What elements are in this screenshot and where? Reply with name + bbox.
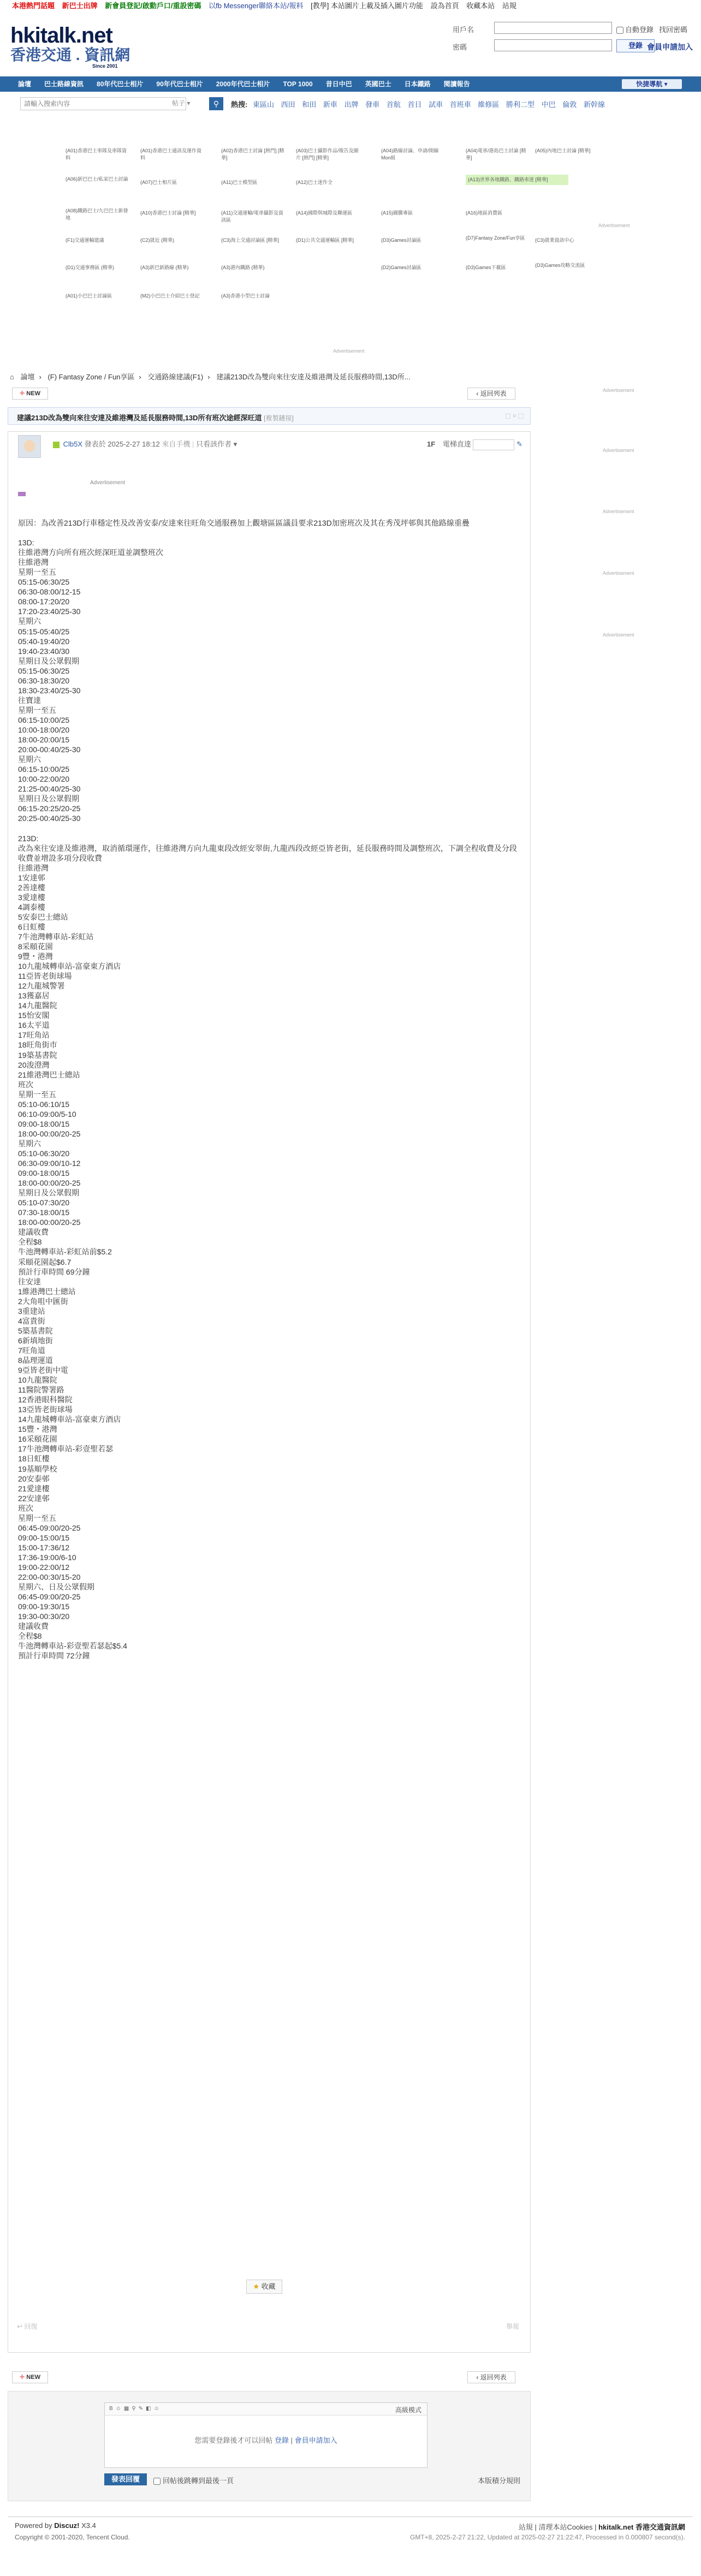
- new-post-label: NEW: [26, 390, 40, 397]
- quick-link[interactable]: (C2)就近 (精華): [140, 237, 174, 243]
- hot-item[interactable]: 新車: [323, 100, 337, 109]
- quick-link[interactable]: (A05)內地巴士討論 [精華]: [535, 148, 591, 153]
- back-to-list-label: 返回列表: [480, 390, 507, 397]
- ad-label: Advertisement: [603, 509, 634, 514]
- topbar-link-messenger[interactable]: 以fb Messenger聯絡本站/報料: [209, 2, 304, 10]
- quick-link[interactable]: (A3)新巴新路線 (精華): [140, 265, 189, 270]
- quick-link[interactable]: (A08)鐵路巴士/九巴巴士新發地: [66, 208, 128, 221]
- quick-link[interactable]: (A01)小巴巴士討論區: [66, 293, 112, 299]
- ad-label: Advertisement: [598, 223, 630, 228]
- quick-link[interactable]: (C3)海上交通討論區 [精華]: [221, 237, 280, 243]
- post-meta: Clb5X 發表於 2025-2-27 18:12 來自手機 | 只看該作者 ▾: [53, 438, 237, 449]
- login-required-text: 您需要登錄後才可以回帖: [194, 2436, 273, 2444]
- thread-top-actions: [0, 385, 701, 401]
- reply-icon: ↩: [17, 2323, 23, 2330]
- topbar-link-homepage[interactable]: 設為首頁: [430, 2, 459, 10]
- hot-item[interactable]: 試車: [429, 100, 443, 109]
- ad-label: Advertisement: [90, 480, 125, 486]
- thread-title-bar: [8, 407, 531, 425]
- nav-80s-photos[interactable]: 80年代巴士相片: [97, 80, 144, 88]
- favorite-label: 收藏: [261, 2282, 276, 2291]
- reply-login-link[interactable]: 登錄: [274, 2436, 289, 2444]
- editor-toolbar-icons[interactable]: B☺▦⚲✎◧☺: [109, 2406, 162, 2412]
- arrow-left-icon: ‹: [476, 390, 479, 397]
- only-author-link[interactable]: 只看該作者: [195, 440, 231, 448]
- new-post-label: NEW: [26, 2374, 40, 2381]
- auto-login-checkbox[interactable]: [616, 24, 654, 34]
- hot-item[interactable]: 維修區: [478, 100, 500, 109]
- ad-label: Advertisement: [333, 348, 365, 354]
- copy-link[interactable]: [複製鏈接]: [264, 414, 294, 422]
- online-status-icon: [53, 442, 60, 448]
- quick-link[interactable]: (A3)香港小型巴士討論: [221, 293, 270, 299]
- nav-old-cmb[interactable]: 昔日中巴: [325, 80, 352, 88]
- author-name[interactable]: Clb5X: [63, 440, 83, 448]
- pencil-icon[interactable]: ✎: [516, 440, 522, 448]
- quick-link[interactable]: (A01)香港巴士通訊及運作資料: [140, 148, 202, 160]
- footer-site-link[interactable]: hkitalk.net 香港交通資訊網: [598, 2523, 685, 2531]
- ad-label: Advertisement: [603, 570, 634, 576]
- nav-uk-bus[interactable]: 英國巴士: [365, 80, 391, 88]
- post-tag-icon: [18, 492, 26, 496]
- hot-item[interactable]: 和田: [302, 100, 317, 109]
- hot-item[interactable]: 首班車: [449, 100, 471, 109]
- hot-item[interactable]: 首航: [386, 100, 401, 109]
- hot-searches: [231, 99, 610, 109]
- copyright: Copyright © 2001-2020, Tencent Cloud.: [15, 2533, 130, 2541]
- post-device: 來自手機: [162, 440, 191, 448]
- reply-label: 回復: [24, 2323, 38, 2330]
- quick-link[interactable]: (D3)Games下載區: [466, 265, 506, 270]
- quick-link[interactable]: (D1)交通事務區 (精華): [66, 265, 114, 270]
- discuz-link[interactable]: Discuz!: [54, 2521, 80, 2530]
- chevron-down-icon: ▾: [664, 80, 668, 88]
- hot-item[interactable]: 東區山: [252, 100, 274, 109]
- chevron-down-icon: ▾: [233, 440, 237, 448]
- password-label: 密碼: [453, 43, 467, 51]
- server-info: GMT+8, 2025-2-27 21:22, Updated at 2025-02-27 21:22:47, Processed in 0.000807 second(s).: [410, 2533, 685, 2541]
- topbar-link-tutorial[interactable]: [教學] 本站圖片上載及插入圖片功能: [311, 2, 423, 10]
- quick-link[interactable]: (A07)巴士相片區: [140, 180, 177, 185]
- quick-nav-label: 快捷導航: [636, 80, 663, 88]
- site-logo[interactable]: [10, 24, 141, 70]
- jump-label: 電梯直達: [442, 440, 471, 448]
- quick-link[interactable]: (D3)Games討論區: [381, 237, 421, 243]
- reply-editor[interactable]: [104, 2402, 427, 2468]
- quick-link[interactable]: (A15)圖騰專區: [381, 210, 413, 216]
- floor-number: 1F: [427, 440, 436, 448]
- breadcrumb-current: 建議213D改為雙向來往安達及維港灣及延長服務時間,13D所...: [216, 373, 411, 381]
- reply-link[interactable]: [17, 2322, 37, 2331]
- topbar-link-bookmark[interactable]: 收藏本站: [466, 2, 495, 10]
- hot-item[interactable]: 首日: [407, 100, 422, 109]
- quick-reply: [8, 2391, 531, 2501]
- forum-quick-links: [66, 147, 601, 306]
- logo-since: Since 2001: [92, 63, 118, 69]
- jump-last-page-label: 回帖後跳轉到最後一頁: [163, 2477, 234, 2485]
- footer-rules-link[interactable]: 站規: [518, 2523, 533, 2531]
- nav-top1000[interactable]: TOP 1000: [283, 80, 313, 88]
- quick-link[interactable]: (A03)巴士攝影作品/報告及圖片 [熱門] [精華]: [296, 148, 359, 160]
- thread-tools-icons[interactable]: ⬚ ○ ⬚: [505, 413, 524, 419]
- advanced-mode-link[interactable]: 高級模式: [395, 2406, 421, 2414]
- quick-link[interactable]: (A02)香港巴士討論 [熱門] [精華]: [221, 148, 284, 160]
- ad-label: Advertisement: [603, 388, 634, 393]
- discuz-version: X3.4: [81, 2521, 96, 2530]
- hot-item[interactable]: 中巴: [541, 100, 556, 109]
- ad-label: Advertisement: [603, 632, 634, 638]
- new-post-button[interactable]: [12, 2371, 48, 2383]
- login-button[interactable]: 登錄: [616, 39, 655, 52]
- quick-link[interactable]: (A01)香港巴士車隊及車隊資料: [66, 148, 127, 160]
- post-body: 原因：為改善213D行車穩定性及改善安泰/安達來往旺角交通服務加上觀塘區區議員要求213D加密班次及其在秀茂坪邨與其他路線重疊 13D: 往維港灣方向所有班次經深旺道並調整班次 往維港灣 星期一至五 05:15-06:30/25 06:30-08:00/12-15 08:00-17:20/20 17:20-23:40/25-30 星期六 05:15-05:40/25 05:40-19:40/20 19:40-23:40/30 星期日及公眾假期 05:15-06:30/25 06:30-18:30/20 18:30-23:40/25-30 往寶達 星期一至五 06:15-10:00/25 10:00-18:00/20 18:00-20:00/15 20:00-00:40/25-30 星期六 06:15-10:00/25 10:00-22:00/20 21:25-00:40/25-30 星期日及公眾假期 06:15-20:25/20-25 20:25-00:40/25-30 213D: 改為來往安達及維港灣，取消循環運作，往維港灣方向九龍東段改經安翠街,九龍西段改經亞皆老街，延長服務時間及調整班次，下調全程收費及分段收費並增設多項分段收費 往維港灣 1安達邨 2善達樓 3愛達樓 4調泰樓 5安泰巴士總站 6日虹樓 7牛池灣轉車站-彩虹站 8采頤花園 9豐・港灣 10九龍城轉車站-富豪東方酒店 11亞皆老街球場 12九龍城警署 13獲嘉居 14九龍醫院 15怡安閣 16太平道 17旺角站 18旺角街市 19築基書院 20浚澄灣 21維港灣巴士總站 班次 星期一至五 05:10-06:10/15 06:10-09:00/5-10 09:00-18:00/15 18:00-00:00/20-25 星期六 05:10-06:30/20 06:30-09:00/10-12 09:00-18:00/15 18:00-00:00/20-25 星期日及公眾假期 05:10-07:30/20 07:30-18:00/15 18:00-00:00/20-25 建議收費 全程$8 牛池灣轉車站-彩虹站前$5.2 采頤花園起$6.7 預計行車時間 69分鐘 往安達 1維港灣巴士總站 2大角咀中匯街 3重建站 4富貴街 5築基書院 6新填地街 7旺角道 8晶理運道 9亞皆老街中電 10九龍醫院 11醫院警署路 12香港眼科醫院 13亞皆老街球場 14九龍城轉車站-富豪東方酒店 15豐・港灣 16采頤花園 17牛池灣轉車站-彩壹聖若瑟 18日虹樓 19基順學校 20安泰邨 21愛達樓 22安達邨 班次 星期一至五 06:45-09:00/20-25 09:00-15:00/15 15:00-17:36/12 17:36-19:00/6-10 19:00-22:00/12 22:00-00:30/15-20 星期六、日及公眾假期 06:45-09:00/20-25 09:00-19:30/15 19:30-00:30/20 建議收費 全程$8 牛池灣轉車站-彩壹聖若瑟起$5.4 預計行車時間 72分鐘: [18, 519, 517, 1661]
- points-rules-link[interactable]: 本版積分規則: [477, 2477, 520, 2485]
- quick-link-highlight[interactable]: (A13)世界各地鐵路、鐵路車迷 [精華]: [466, 175, 568, 185]
- home-icon[interactable]: ⌂: [10, 373, 14, 381]
- quick-link[interactable]: (A16)地區消費區: [466, 210, 503, 216]
- back-to-list-label: 返回列表: [480, 2373, 507, 2381]
- quick-link[interactable]: (C3)就業資訊中心: [535, 237, 574, 243]
- star-icon: ★: [253, 2282, 259, 2291]
- quick-link[interactable]: (A10)香港巴士討論 [精華]: [140, 210, 196, 216]
- post-date: 發表於 2025-2-27 18:12: [84, 440, 160, 448]
- quick-link[interactable]: (A14)國際與城際及聯運區: [296, 210, 353, 216]
- ad-label: Advertisement: [603, 448, 634, 453]
- post-author-bar: [8, 432, 530, 454]
- quick-link[interactable]: (A04)電車/港島巴士討論 [精華]: [466, 148, 526, 160]
- username-label: 用戶名: [453, 26, 474, 34]
- arrow-left-icon: ‹: [476, 2373, 479, 2381]
- topbar-link-rules[interactable]: 站規: [502, 2, 516, 10]
- breadcrumb-item[interactable]: 交通路線建議(F1): [147, 373, 204, 381]
- plus-icon: ✚: [20, 2374, 25, 2381]
- search-icon: ⚲: [213, 99, 219, 108]
- chevron-down-icon: ▾: [187, 99, 191, 107]
- quick-link[interactable]: (M2)小巴巴士介紹巴士登記: [140, 293, 200, 299]
- report-link[interactable]: 舉報: [506, 2323, 519, 2330]
- hot-item[interactable]: 出牌: [344, 100, 359, 109]
- nav-2000s-photos[interactable]: 2000年代巴士相片: [216, 80, 270, 88]
- search-button[interactable]: [209, 97, 223, 110]
- reply-register-link[interactable]: 會員申請加入: [294, 2436, 337, 2444]
- topbar-link-hot[interactable]: 本港熱門話題: [12, 2, 55, 10]
- login-box: [453, 22, 693, 60]
- logo-domain: hkitalk.net: [10, 23, 112, 47]
- nav-bus-routes[interactable]: 巴士路線資訊: [44, 80, 84, 88]
- auto-login-label: 自動登錄: [625, 26, 654, 34]
- username-input[interactable]: [494, 22, 612, 34]
- forgot-password-link[interactable]: 找回密碼: [658, 26, 687, 34]
- quick-link[interactable]: (A12)巴士迷作全: [296, 180, 333, 185]
- breadcrumb-item[interactable]: (F) Fantasy Zone / Fun享區: [47, 373, 135, 381]
- quick-link[interactable]: (D2)Games討論區: [381, 265, 421, 270]
- quick-link[interactable]: (A11)巴士模型區: [221, 180, 258, 185]
- back-to-list-button[interactable]: [467, 388, 515, 400]
- search-bar: [0, 96, 701, 111]
- topbar-link-register[interactable]: 新會員登記/啟動戶口/重設密碼: [105, 2, 201, 10]
- quick-link[interactable]: (F1)交通運輸建議: [66, 237, 104, 243]
- jump-last-page-checkbox[interactable]: [153, 2475, 234, 2485]
- powered-by: [15, 2521, 96, 2530]
- search-input[interactable]: [20, 97, 186, 110]
- breadcrumb-item[interactable]: 論壇: [20, 373, 35, 381]
- editor-toolbar: [105, 2403, 427, 2416]
- plus-icon: ✚: [20, 390, 25, 397]
- clear-cookies-link[interactable]: 清理本站Cookies: [538, 2523, 593, 2531]
- hot-item[interactable]: 新幹線: [583, 100, 605, 109]
- hot-item[interactable]: 倫敦: [562, 100, 577, 109]
- favorite-button[interactable]: [246, 2280, 282, 2294]
- footer-links: 站規 | 清理本站Cookies | hkitalk.net 香港交通資訊網: [518, 2523, 685, 2531]
- quick-link[interactable]: (D3)Games攻略交流區: [535, 263, 585, 268]
- quick-link[interactable]: (A06)新巴巴士/私家巴士討論: [66, 176, 128, 182]
- site-header: [0, 22, 701, 68]
- breadcrumb: ⌂ 論壇 › (F) Fantasy Zone / Fun享區 › 交通路線建議(F1) › 建議213D改為雙向來往安達及維港灣及延長服務時間,13D所...: [10, 373, 411, 381]
- quick-link[interactable]: (A04)路線討論、申請/開線 Mon組: [381, 148, 439, 160]
- hot-item[interactable]: 勝利二型: [506, 100, 535, 109]
- main-nav: [0, 76, 701, 92]
- thread-bottom-actions: [0, 2369, 701, 2384]
- quick-link[interactable]: (A11)交通運輸/電車攝影及資訊區: [221, 210, 283, 223]
- nav-forum[interactable]: 論壇: [18, 80, 32, 88]
- quick-link[interactable]: (D7)Fantasy Zone/Fun享區: [466, 235, 525, 241]
- topbar-link-new-bus[interactable]: 新巴士出牌: [62, 2, 98, 10]
- password-input[interactable]: [494, 39, 612, 51]
- register-link[interactable]: 會員申請加入: [647, 43, 693, 51]
- new-post-button[interactable]: [12, 388, 48, 400]
- quick-nav-button[interactable]: [622, 79, 682, 89]
- avatar[interactable]: [18, 435, 41, 458]
- site-footer: [0, 2516, 701, 2549]
- quick-link[interactable]: (D1)公共交通運輸區 [精華]: [296, 237, 354, 243]
- separator: |: [290, 2436, 293, 2444]
- logo-title: 香港交通 . 資訊網: [10, 46, 130, 63]
- submit-reply-button[interactable]: 發表回覆: [104, 2473, 147, 2485]
- post-1: [8, 431, 531, 2353]
- search-scope-select[interactable]: [172, 98, 190, 108]
- floor-jump-input[interactable]: [473, 439, 514, 450]
- login-required-message: [105, 2435, 427, 2445]
- nav-90s-photos[interactable]: 90年代巴士相片: [156, 80, 203, 88]
- floor-jump: [427, 438, 522, 450]
- nav-reports[interactable]: 閱讀報告: [443, 80, 470, 88]
- nav-japan-rail[interactable]: 日本鐵路: [404, 80, 431, 88]
- hot-item[interactable]: 西田: [281, 100, 295, 109]
- back-to-list-button[interactable]: [467, 2371, 515, 2383]
- hot-label: 熱搜:: [231, 100, 248, 109]
- thread-title: 建議213D改為雙向來往安達及維港灣及延長服務時間,13D所有班次途經深旺道: [17, 414, 262, 422]
- hot-item[interactable]: 發車: [365, 100, 380, 109]
- quick-link[interactable]: (A3)港內鐵路 (精華): [221, 265, 265, 270]
- search-scope-value: 帖子: [172, 99, 186, 107]
- powered-label: Powered by: [15, 2521, 52, 2530]
- top-bar: [0, 0, 701, 12]
